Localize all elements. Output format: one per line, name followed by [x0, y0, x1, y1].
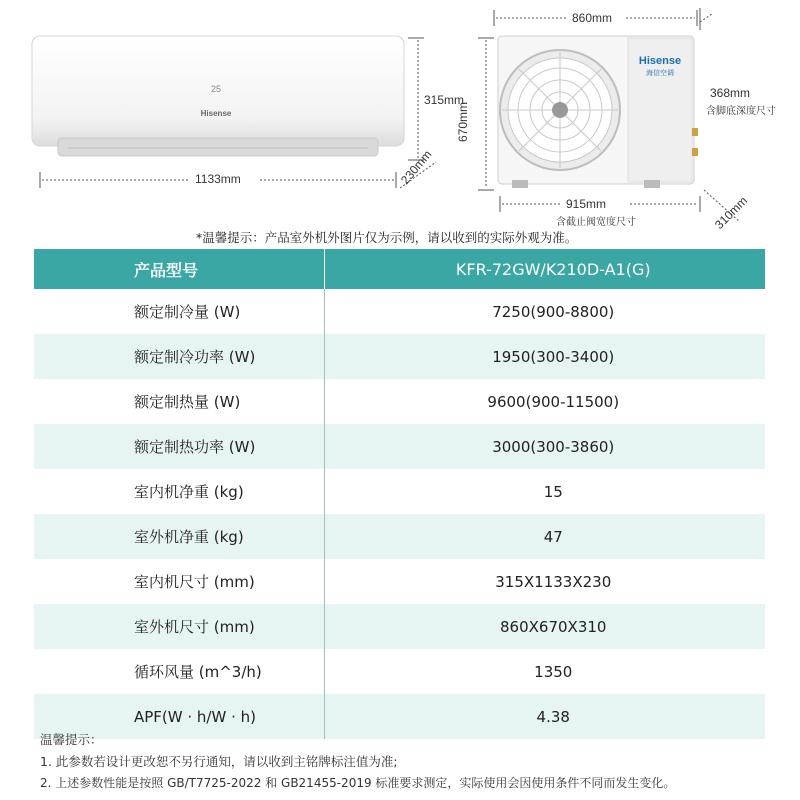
spec-value: 1950(300-3400)	[324, 334, 765, 379]
spec-row	[34, 649, 765, 694]
spec-row	[34, 334, 765, 379]
spec-value: 9600(900-11500)	[324, 379, 765, 424]
spec-label: 循环风量 (m^3/h)	[134, 663, 262, 681]
indoor-height-label: 315mm	[424, 93, 465, 107]
spec-header-value: KFR-72GW/K210D-A1(G)	[324, 249, 765, 289]
spec-row	[34, 379, 765, 424]
outdoor-feet-depth-note: 含脚底深度尺寸	[706, 106, 776, 117]
outdoor-depth-label: 310mm	[712, 193, 751, 232]
spec-label: 额定制冷功率 (W)	[34, 334, 324, 379]
spec-value: 860X670X310	[324, 604, 765, 649]
outdoor-width-label: 860mm	[572, 11, 613, 25]
outdoor-brand-cn-label: 海信空调	[646, 69, 674, 77]
indoor-brand-label: Hisense	[200, 109, 232, 118]
spec-value: 15	[324, 469, 765, 514]
spec-label: 额定制热功率 (W)	[34, 424, 324, 469]
spec-label: 额定制冷量 (W)	[134, 303, 241, 321]
spec-header-label: 产品型号	[34, 249, 324, 289]
indoor-width-label: 1133mm	[195, 172, 241, 186]
footer-title: 温馨提示：	[40, 732, 103, 747]
spec-value: 7250(900-8800)	[324, 289, 765, 334]
indoor-depth-label: 230mm	[398, 147, 435, 187]
spec-value: 47	[324, 514, 765, 559]
spec-row	[34, 604, 765, 649]
footer-note-2: 2. 上述参数性能是按照 GB/T7725-2022 和 GB21455-2019 标准要求测定，实际使用会因使用条件不同而发生变化。	[40, 776, 676, 790]
outdoor-feet-width-note: 含截止阀宽度尺寸	[556, 217, 636, 228]
spec-label: 额定制热量 (W)	[134, 393, 241, 411]
spec-value: 315X1133X230	[324, 559, 765, 604]
spec-label: 室外机尺寸 (mm)	[34, 604, 324, 649]
spec-table	[34, 249, 765, 739]
spec-label: 室外机净重 (kg)	[34, 514, 324, 559]
spec-value: 1350	[324, 649, 765, 694]
spec-row	[34, 289, 765, 334]
spec-label: APF(W · h/W · h)	[34, 694, 324, 739]
outdoor-feet-width-label: 915mm	[566, 197, 607, 211]
spec-row	[34, 469, 765, 514]
outdoor-unit-drawing	[494, 30, 704, 190]
spec-label: 室内机尺寸 (mm)	[134, 573, 255, 591]
outdoor-height-label: 670mm	[456, 101, 470, 142]
spec-header-row	[34, 249, 765, 289]
spec-row	[34, 694, 765, 739]
spec-value: 4.38	[324, 694, 765, 739]
spec-label: 室内机净重 (kg)	[134, 483, 244, 501]
footer-note-1: 1. 此参数若设计更改恕不另行通知，请以收到主铭牌标注值为准;	[40, 754, 398, 769]
spec-row	[34, 559, 765, 604]
outdoor-brand-label: Hisense	[638, 55, 682, 67]
image-note: *温馨提示：产品室外机外图片仅为示例，请以收到的实际外观为准。	[196, 230, 578, 245]
spec-row	[34, 424, 765, 469]
outdoor-unit-image	[494, 30, 704, 190]
spec-value: 3000(300-3860)	[324, 424, 765, 469]
outdoor-feet-depth-label: 368mm	[710, 86, 751, 100]
spec-row	[34, 514, 765, 559]
svg-text:25: 25	[210, 84, 222, 94]
